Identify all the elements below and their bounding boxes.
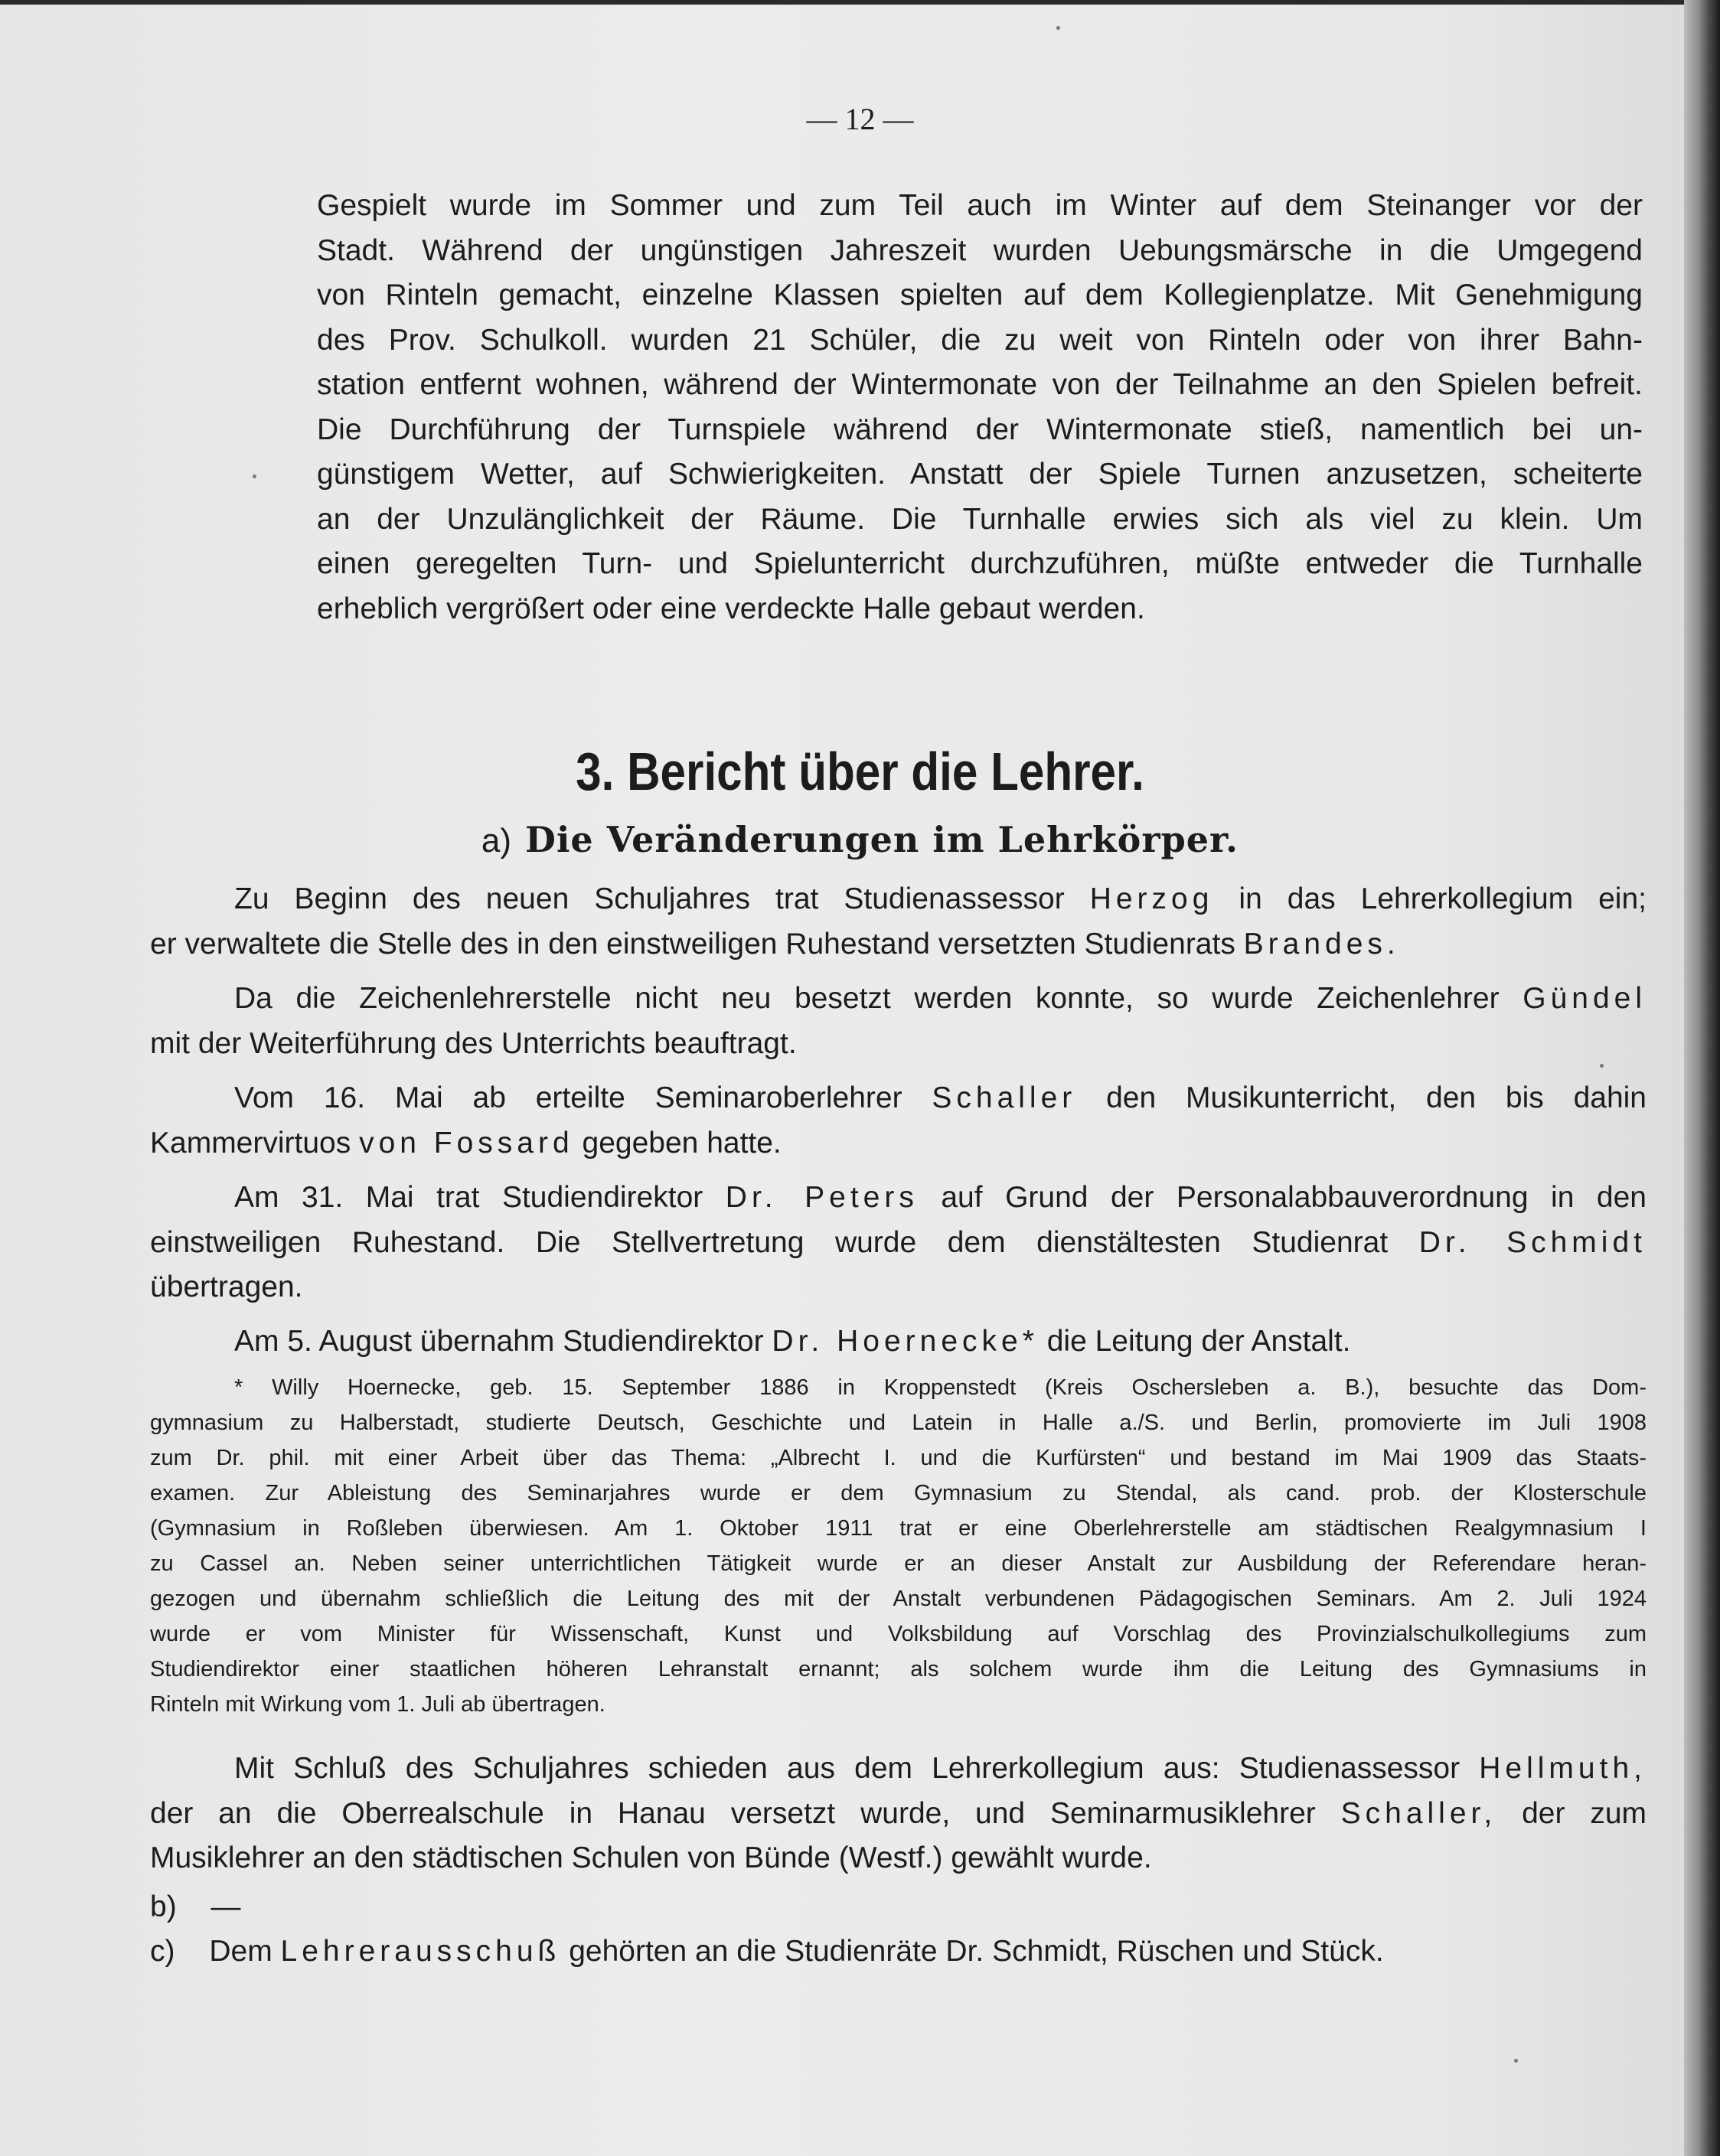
text-line: einstweiligen Ruhestand. Die Stellvertretung wurde dem dienstältesten Studienrat Dr. Schmidt bbox=[150, 1225, 1647, 1259]
text-line: erheblich vergrößert oder eine verdeckte Halle gebaut werden. bbox=[317, 592, 1145, 625]
intro-paragraph bbox=[317, 184, 1643, 631]
paper-speck bbox=[1514, 2059, 1518, 2063]
paragraph-hoernecke bbox=[150, 1319, 1647, 1365]
paragraph-peters bbox=[150, 1176, 1647, 1310]
text-line: Am 31. Mai trat Studiendirektor Dr. Peters auf Grund der Personalabbauverordnung in den bbox=[234, 1181, 1647, 1214]
text-line: Zu Beginn des neuen Schuljahres trat Studienassessor Herzog in das Lehrerkollegium ein; bbox=[234, 882, 1647, 915]
text-line: übertragen. bbox=[150, 1270, 303, 1303]
text-line: Da die Zeichenlehrerstelle nicht neu besetzt werden konnte, so wurde Zeichenlehrer Gündel bbox=[234, 982, 1647, 1015]
paragraph-schluss bbox=[150, 1747, 1647, 1881]
committee-name: Lehrerausschuß bbox=[280, 1935, 561, 1968]
list-marker: b) bbox=[150, 1890, 177, 1923]
list-item-c bbox=[150, 1935, 1384, 1968]
footnote-line: wurde er vom Minister für Wissenschaft, Kunst und Volksbildung auf Vorschlag des Provinzialschulkollegiums zum bbox=[150, 1622, 1647, 1646]
subsection-marker: a) bbox=[481, 822, 512, 859]
person-name: Dr. Peters bbox=[725, 1181, 919, 1214]
footnote-line: * Willy Hoernecke, geb. 15. September 1886 in Kroppenstedt (Kreis Oschersleben a. B.), besuchte das Dom- bbox=[234, 1375, 1647, 1400]
subsection-title: Die Veränderungen im Lehrkörper. bbox=[525, 819, 1239, 860]
scan-edge-right bbox=[1684, 0, 1720, 2156]
text-line: des Prov. Schulkoll. wurden 21 Schüler, die zu weit von Rinteln oder von ihrer Bahn- bbox=[317, 323, 1643, 357]
text-line: Die Durchführung der Turnspiele während der Wintermonate stieß, namentlich bei un- bbox=[317, 413, 1643, 446]
footnote-line: Rinteln mit Wirkung vom 1. Juli ab übertragen. bbox=[150, 1692, 605, 1717]
text-line: Mit Schluß des Schuljahres schieden aus dem Lehrerkollegium aus: Studienassessor Hellmuth, bbox=[234, 1752, 1647, 1785]
text-line: Musiklehrer an den städtischen Schulen von Bünde (Westf.) gewählt wurde. bbox=[150, 1841, 1152, 1874]
person-name: Schaller, bbox=[1340, 1796, 1497, 1830]
footnote-line: zum Dr. phil. mit einer Arbeit über das Thema: „Albrecht I. und die Kurfürsten“ und bestand im Mai 1909 das Staats- bbox=[150, 1446, 1647, 1470]
scan-edge-top bbox=[0, 0, 1720, 5]
text-line: mit der Weiterführung des Unterrichts beauftragt. bbox=[150, 1026, 797, 1060]
text-line: an der Unzulänglichkeit der Räume. Die Turnhalle erwies sich als viel zu klein. Um bbox=[317, 502, 1643, 536]
footnote bbox=[150, 1370, 1647, 1722]
footnote-line: Studiendirektor einer staatlichen höheren Lehranstalt ernannt; als solchem wurde ihm die Leitung des Gymnasiums in bbox=[150, 1657, 1647, 1681]
footnote-line: examen. Zur Ableistung des Seminarjahres wurde er dem Gymnasium zu Stendal, als cand. prob. der Klosterschule bbox=[150, 1481, 1647, 1505]
footnote-line: gymnasium zu Halberstadt, studierte Deutsch, Geschichte und Latein in Halle a./S. und Berlin, promovierte im Juli 1908 bbox=[150, 1411, 1647, 1435]
footnote-line: gezogen und übernahm schließlich die Leitung des mit der Anstalt verbundenen Pädagogischen Seminars. Am 2. Juli 1924 bbox=[150, 1587, 1647, 1611]
text-line: von Rinteln gemacht, einzelne Klassen spielten auf dem Kollegienplatze. Mit Genehmigung bbox=[317, 279, 1643, 311]
paragraph-schaller bbox=[150, 1076, 1647, 1166]
footnote-line: (Gymnasium in Roßleben überwiesen. Am 1. Oktober 1911 trat er eine Oberlehrerstelle am städtischen Realgymnasium I bbox=[150, 1516, 1647, 1541]
footnote-line: zu Cassel an. Neben seiner unterrichtlichen Tätigkeit wurde er an dieser Anstalt zur Ausbildung der Referendare heran- bbox=[150, 1551, 1647, 1576]
paper-speck bbox=[253, 475, 256, 478]
paper-speck bbox=[1600, 1064, 1604, 1068]
text-line: der an die Oberrealschule in Hanau versetzt wurde, und Seminarmusiklehrer Schaller, der zum bbox=[150, 1796, 1647, 1830]
text-line: Kammervirtuos von Fossard gegeben hatte. bbox=[150, 1126, 782, 1160]
text-line: einen geregelten Turn- und Spielunterricht durchzuführen, müßte entweder die Turnhalle bbox=[317, 547, 1643, 580]
person-name: von Fossard bbox=[359, 1126, 574, 1160]
text-line: günstigem Wetter, auf Schwierigkeiten. Anstatt der Spiele Turnen anzusetzen, scheiterte bbox=[317, 458, 1643, 491]
list-text: Dem bbox=[209, 1935, 273, 1968]
list-text: — bbox=[211, 1890, 241, 1923]
section-heading: 3. Bericht über die Lehrer. bbox=[576, 742, 1144, 801]
text-line: Vom 16. Mai ab erteilte Seminaroberlehrer Schaller den Musikunterricht, den bis dahin bbox=[234, 1081, 1647, 1114]
text-line: station entfernt wohnen, während der Wintermonate von der Teilnahme an den Spielen befreit. bbox=[317, 368, 1643, 401]
list-marker: c) bbox=[150, 1935, 175, 1968]
text-line: Stadt. Während der ungünstigen Jahreszeit wurden Uebungsmärsche in die Umgegend bbox=[317, 233, 1643, 267]
paragraph-herzog bbox=[150, 877, 1647, 967]
person-name: Herzog bbox=[1089, 882, 1214, 915]
paper-speck bbox=[1056, 26, 1060, 30]
person-name: Dr. Hoernecke* bbox=[772, 1325, 1039, 1358]
list-text: gehörten an die Studienräte Dr. Schmidt, Rüschen und Stück. bbox=[569, 1935, 1384, 1968]
person-name: Schaller bbox=[932, 1081, 1077, 1114]
person-name: Dr. Schmidt bbox=[1418, 1225, 1647, 1259]
paragraph-guendel bbox=[150, 977, 1647, 1066]
person-name: Gündel bbox=[1523, 982, 1647, 1015]
subsection-heading bbox=[0, 819, 1720, 860]
person-name: Hellmuth, bbox=[1479, 1752, 1647, 1785]
text-line: Gespielt wurde im Sommer und zum Teil auch im Winter auf dem Steinanger vor der bbox=[317, 189, 1643, 222]
page-number: — 12 — bbox=[806, 102, 914, 136]
list-item-b bbox=[150, 1890, 241, 1924]
person-name: Brandes. bbox=[1243, 927, 1400, 961]
text-line: er verwaltete die Stelle des in den einstweiligen Ruhestand versetzten Studienrats Brandes. bbox=[150, 927, 1400, 961]
text-line: Am 5. August übernahm Studiendirektor Dr. Hoernecke* die Leitung der Anstalt. bbox=[234, 1325, 1351, 1358]
